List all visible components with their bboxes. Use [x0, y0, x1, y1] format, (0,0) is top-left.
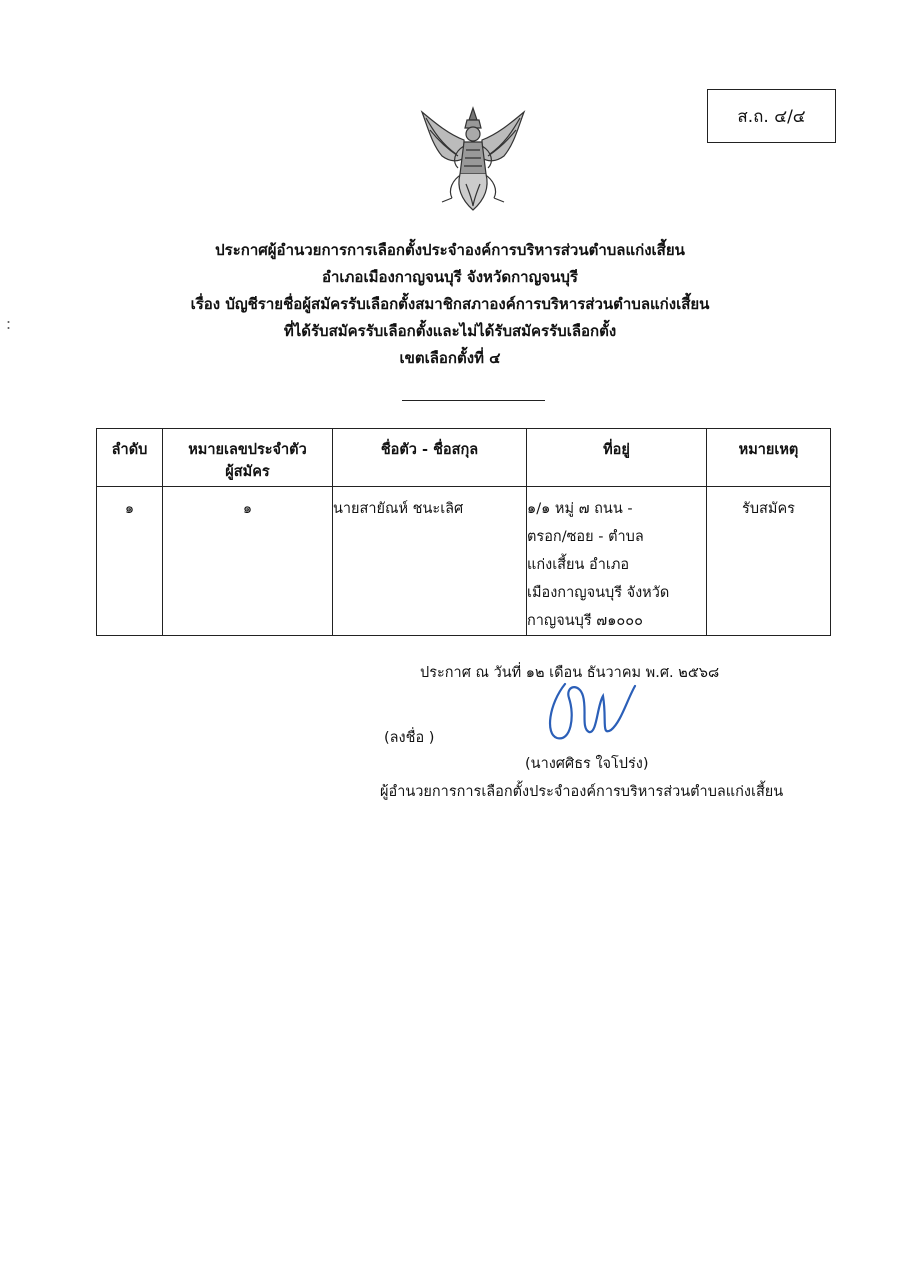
header-order: ลำดับ: [97, 429, 163, 487]
header-note: หมายเหตุ: [707, 429, 831, 487]
cell-order: ๑: [97, 487, 163, 636]
heading-line-5: เขตเลือกตั้งที่ ๔: [399, 349, 501, 367]
signature-label: (ลงชื่อ ): [384, 730, 435, 746]
cell-note: รับสมัคร: [707, 487, 831, 636]
form-code: ส.ถ. ๔/๔: [737, 106, 806, 127]
heading-line-1: ประกาศผู้อำนวยการการเลือกตั้งประจำองค์การบริหารส่วนตำบลแก่งเสี้ยน: [215, 241, 685, 259]
heading-line-2: อำเภอเมืองกาญจนบุรี จังหวัดกาญจนบุรี: [321, 268, 578, 286]
header-address: ที่อยู่: [527, 429, 707, 487]
cell-address: [527, 487, 707, 636]
heading-divider: [402, 400, 545, 401]
header-candidate-number: [163, 429, 333, 487]
candidates-table: [96, 428, 831, 636]
cell-candidate-number: ๑: [163, 487, 333, 636]
heading-line-4: ที่ได้รับสมัครรับเลือกตั้งและไม่ได้รับสมัครรับเลือกตั้ง: [283, 322, 617, 340]
header-number-line-1: หมายเลขประจำตัว: [188, 442, 307, 458]
form-code-box: [707, 89, 836, 143]
scan-speck: [7, 320, 10, 330]
handwritten-signature: [535, 676, 645, 748]
address-line-4: เมืองกาญจนบุรี จังหวัด: [527, 585, 670, 601]
signer-name: (นางศศิธร ใจโปร่ง): [525, 756, 649, 772]
header-name: ชื่อตัว - ชื่อสกุล: [333, 429, 527, 487]
address-line-2: ตรอก/ซอย - ตำบล: [527, 529, 644, 545]
table-header-row: [97, 429, 831, 487]
garuda-emblem-icon: [412, 104, 534, 214]
announcement-heading: [120, 237, 780, 372]
address-line-5: กาญจนบุรี ๗๑๐๐๐: [527, 613, 643, 629]
address-line-1: ๑/๑ หมู่ ๗ ถนน -: [527, 501, 633, 517]
table-row: [97, 487, 831, 636]
announcement-date: ประกาศ ณ วันที่ ๑๒ เดือน ธันวาคม พ.ศ. ๒๕๖๘: [420, 665, 720, 681]
cell-name: นายสายัณห์ ชนะเลิศ: [333, 487, 527, 636]
heading-line-3: เรื่อง บัญชีรายชื่อผู้สมัครรับเลือกตั้งสมาชิกสภาองค์การบริหารส่วนตำบลแก่งเสี้ยน: [190, 295, 710, 313]
header-number-line-2: ผู้สมัคร: [225, 464, 270, 480]
address-line-3: แก่งเสี้ยน อำเภอ: [527, 557, 630, 573]
signer-title: ผู้อำนวยการการเลือกตั้งประจำองค์การบริหารส่วนตำบลแก่งเสี้ยน: [380, 784, 784, 800]
